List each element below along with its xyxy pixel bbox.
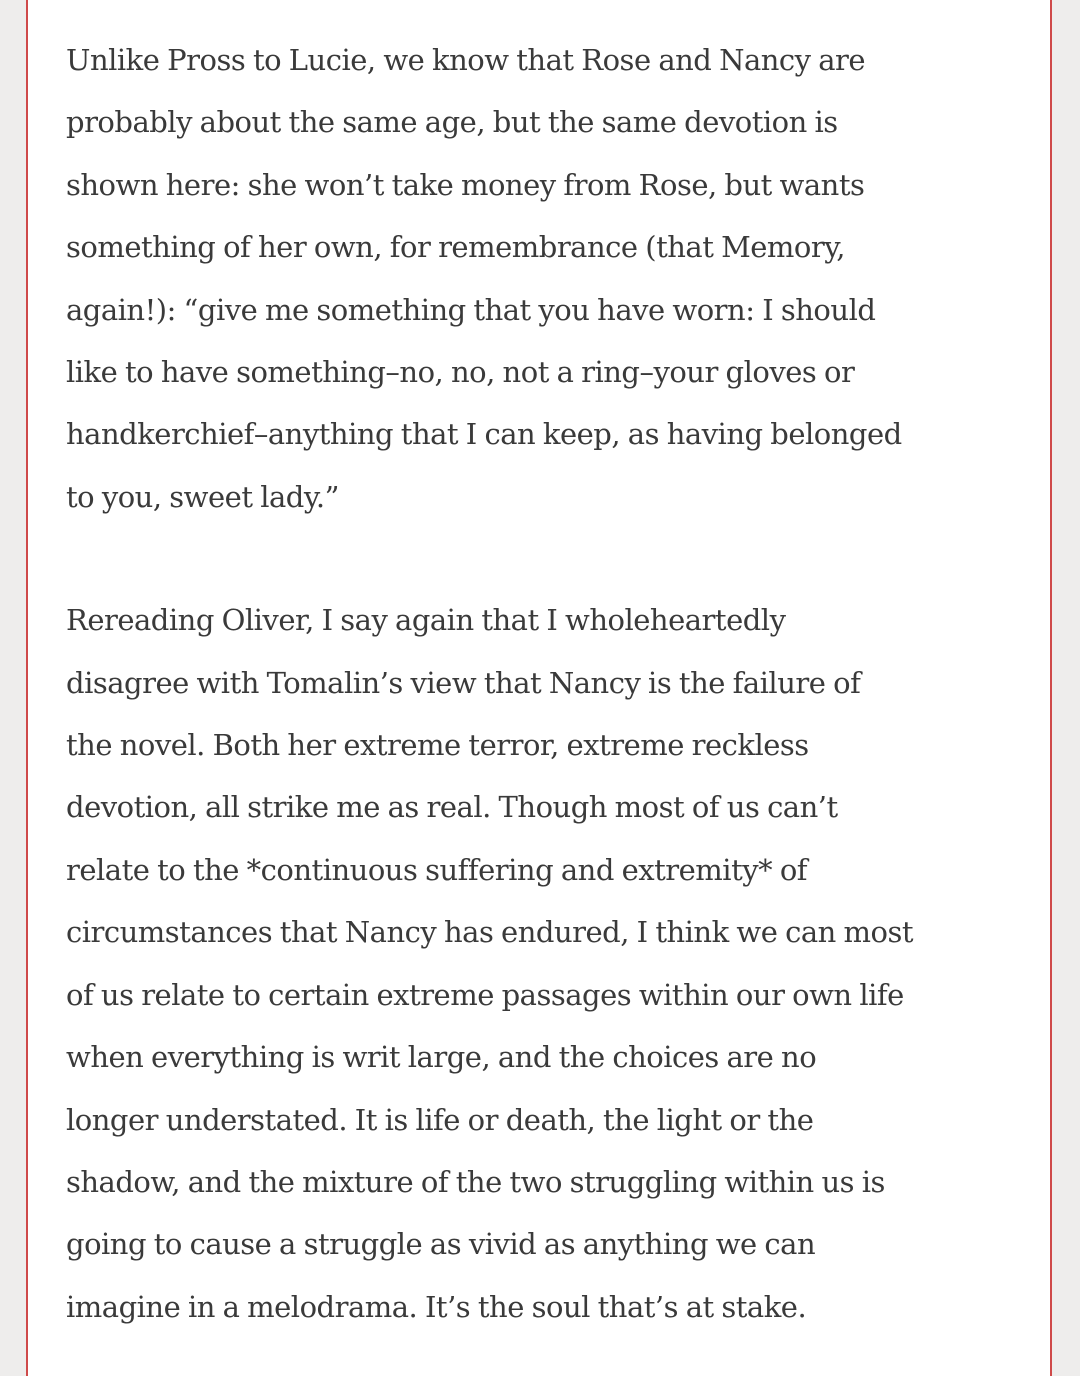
article-page: [26, 0, 1052, 1376]
text-line: Unlike Pross to Lucie, we know that Rose and Nancy are: [66, 43, 866, 77]
text-line: probably about the same age, but the same devotion is: [66, 105, 838, 140]
text-line: handkerchief–anything that I can keep, as having belonged: [66, 417, 902, 452]
text-line: disagree with Tomalin’s view that Nancy is the failure of: [66, 665, 861, 700]
paragraph-2: [66, 589, 1041, 1338]
text-line: like to have something–no, no, not a ring–your gloves or: [66, 355, 855, 390]
text-line: when everything is writ large, and the choices are no: [66, 1040, 817, 1075]
text-line: circumstances that Nancy has endured, I think we can most: [66, 915, 914, 950]
text-line: imagine in a melodrama. It’s the soul that’s at stake.: [66, 1289, 807, 1324]
text-line: shadow, and the mixture of the two struggling within us is: [66, 1164, 885, 1199]
text-line: of us relate to certain extreme passages within our own life: [66, 977, 904, 1012]
paragraph-1: [66, 29, 1041, 528]
text-line: longer understated. It is life or death, the light or the: [66, 1102, 814, 1137]
text-line: again!): “give me something that you have worn: I should: [66, 292, 876, 327]
text-line: to you, sweet lady.”: [66, 479, 339, 514]
text-line: relate to the *continuous suffering and extremity* of: [66, 852, 808, 887]
text-line: going to cause a struggle as vivid as anything we can: [66, 1227, 816, 1262]
text-line: shown here: she won’t take money from Rose, but wants: [66, 167, 865, 202]
text-line: devotion, all strike me as real. Though most of us can’t: [66, 790, 838, 825]
text-line: something of her own, for remembrance (that Memory,: [66, 230, 846, 265]
text-line: the novel. Both her extreme terror, extreme reckless: [66, 728, 809, 763]
article-body: [66, 29, 1041, 1338]
text-line: Rereading Oliver, I say again that I wholeheartedly: [66, 603, 786, 638]
